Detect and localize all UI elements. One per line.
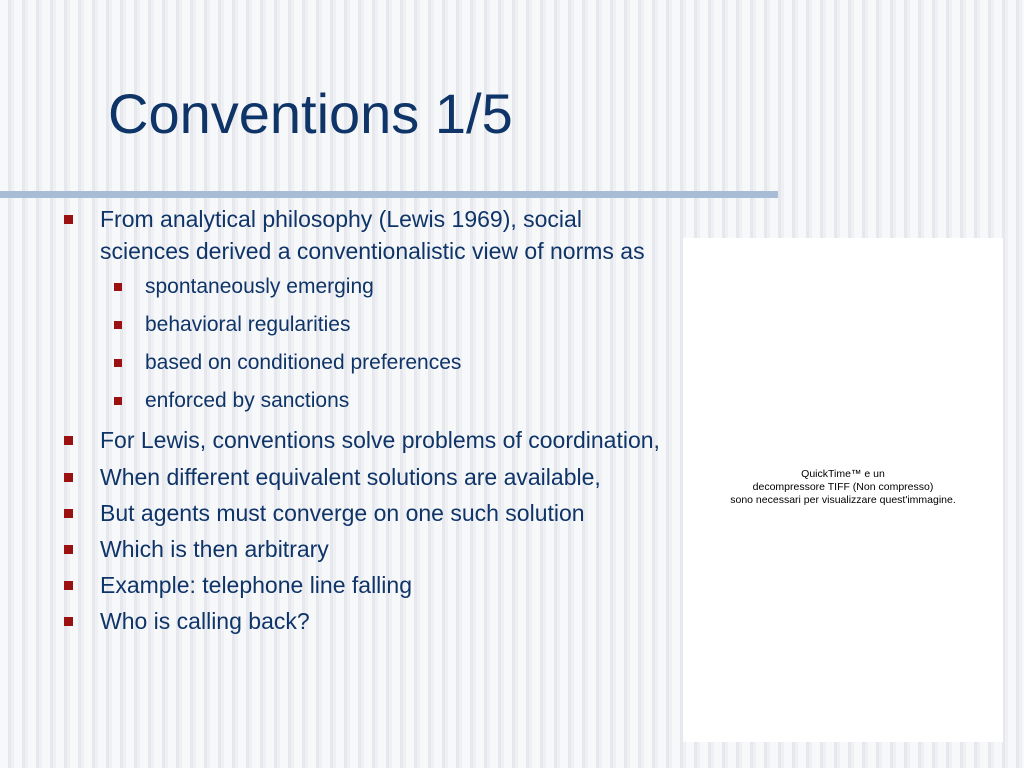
- bullet-item: [62, 569, 672, 601]
- placeholder-line: QuickTime™ e un: [801, 468, 885, 480]
- square-bullet-icon: [64, 581, 73, 590]
- placeholder-line: sono necessari per visualizzare quest'immagine.: [730, 494, 956, 506]
- square-bullet-icon: [64, 545, 73, 554]
- sub-bullet-text: behavioral regularities: [145, 313, 351, 336]
- bullet-text: When different equivalent solutions are available,: [100, 464, 601, 490]
- bullet-text: Example: telephone line falling: [100, 572, 412, 598]
- slide-title: Conventions 1/5: [108, 82, 513, 145]
- bullet-item: [62, 461, 672, 493]
- bullet-text: But agents must converge on one such solution: [100, 500, 585, 526]
- bullet-list: [62, 203, 672, 641]
- square-bullet-icon: [114, 359, 122, 367]
- image-placeholder: [683, 238, 1003, 742]
- bullet-text: Which is then arbitrary: [100, 536, 329, 562]
- bullet-text: From analytical philosophy (Lewis 1969), social sciences derived a conventionalistic view of norms as: [100, 206, 645, 264]
- square-bullet-icon: [64, 473, 73, 482]
- sub-bullet-item: [62, 272, 672, 302]
- placeholder-line: decompressore TIFF (Non compresso): [752, 481, 934, 493]
- bullet-text: For Lewis, conventions solve problems of coordination,: [100, 427, 660, 453]
- square-bullet-icon: [64, 509, 73, 518]
- sub-bullet-item: [62, 386, 672, 416]
- square-bullet-icon: [114, 397, 122, 405]
- title-divider: [0, 191, 778, 198]
- sub-bullet-text: spontaneously emerging: [145, 275, 374, 298]
- placeholder-message: [683, 468, 1003, 507]
- bullet-item: [62, 497, 672, 529]
- sub-bullet-item: [62, 348, 672, 378]
- square-bullet-icon: [64, 617, 73, 626]
- bullet-item: [62, 605, 672, 637]
- bullet-item: [62, 533, 672, 565]
- square-bullet-icon: [64, 436, 73, 445]
- bullet-item: [62, 424, 672, 456]
- sub-bullet-text: enforced by sanctions: [145, 389, 350, 412]
- square-bullet-icon: [114, 283, 122, 291]
- sub-bullet-item: [62, 310, 672, 340]
- bullet-text: Who is calling back?: [100, 608, 310, 634]
- bullet-item: [62, 203, 672, 267]
- square-bullet-icon: [114, 321, 122, 329]
- square-bullet-icon: [64, 215, 73, 224]
- sub-bullet-text: based on conditioned preferences: [145, 351, 462, 374]
